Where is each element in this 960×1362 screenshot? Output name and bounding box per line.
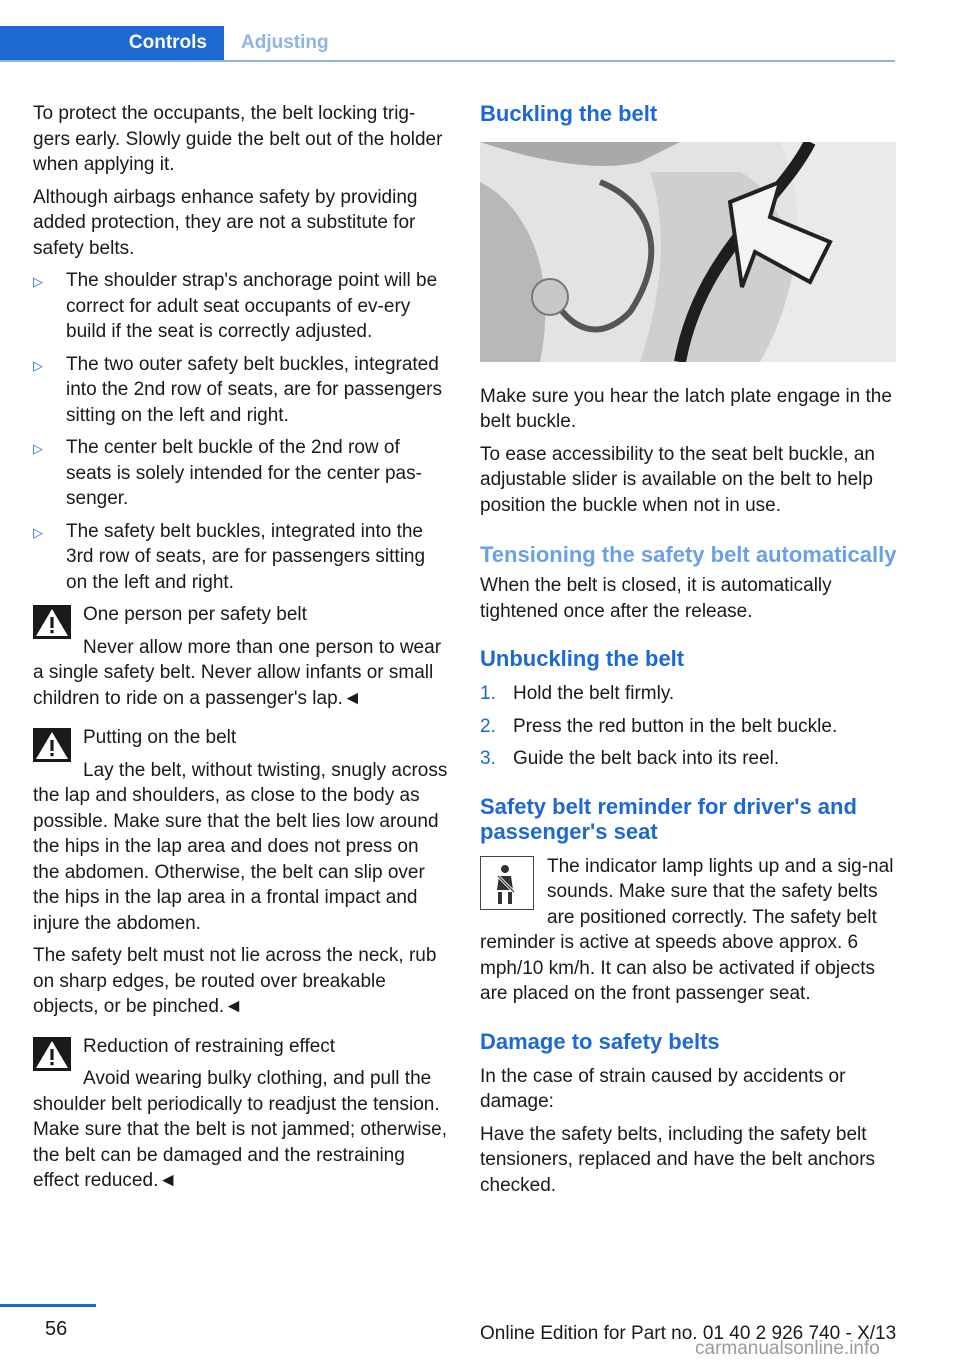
warning-triangle-icon <box>33 605 71 639</box>
list-item-text: The two outer safety belt buckles, integrated into the 2nd row of seats, are for passengers sitting on the left and right. <box>66 353 442 426</box>
warning-block <box>33 602 449 711</box>
warning-title: Reduction of restraining effect <box>83 1035 336 1057</box>
warning-triangle-icon <box>33 1037 71 1071</box>
step-number: 1. <box>480 683 496 704</box>
seatbelt-indicator-icon <box>480 856 534 910</box>
steps-list <box>480 681 900 772</box>
reminder-block <box>480 854 900 1007</box>
list-item <box>33 268 449 345</box>
intro-paragraph: Although airbags enhance safety by providing added protection, they are not a substitute for safety belts. <box>33 186 418 259</box>
page-number: 56 <box>45 1318 68 1340</box>
step-number: 3. <box>480 748 496 769</box>
list-item <box>480 746 900 772</box>
subsection-heading-tensioning: Tensioning the safety belt automatically <box>480 542 897 567</box>
list-item <box>33 435 449 512</box>
paragraph: When the belt is closed, it is automatically tightened once after the release. <box>480 575 832 622</box>
header-tabs <box>0 26 895 62</box>
section-heading-damage: Damage to safety belts <box>480 1028 720 1054</box>
paragraph: In the case of strain caused by accidents or damage: <box>480 1065 846 1112</box>
step-text: Press the red button in the belt buckle. <box>513 715 838 737</box>
section-heading-reminder: Safety belt reminder for driver's and passenger's seat <box>480 793 857 844</box>
seat-belt-buckle-photo <box>480 142 896 362</box>
tab-controls[interactable]: Controls <box>0 26 224 60</box>
list-item <box>480 714 900 740</box>
bullet-list <box>33 268 449 595</box>
list-item <box>480 681 900 707</box>
warning-title: One person per safety belt <box>83 604 307 625</box>
left-column <box>33 101 449 1208</box>
list-item-text: The safety belt buckles, integrated into the 3rd row of seats, are for passengers sitting on the left and right. <box>66 520 426 593</box>
footer-accent-line <box>0 1304 96 1307</box>
intro-paragraph: To protect the occupants, the belt locking trig‐gers early. Slowly guide the belt out of the holder when applying it. <box>33 103 443 175</box>
paragraph: To ease accessibility to the seat belt buckle, an adjustable slider is available on the belt to help position the buckle when not in use. <box>480 443 876 516</box>
step-text: Hold the belt firmly. <box>513 683 675 704</box>
section-heading-buckling: Buckling the belt <box>480 101 658 126</box>
list-item <box>33 519 449 596</box>
step-text: Guide the belt back into its reel. <box>513 748 780 769</box>
paragraph: Make sure you hear the latch plate engage in the belt buckle. <box>480 385 892 432</box>
warning-block <box>33 1034 449 1194</box>
section-heading-unbuckling: Unbuckling the belt <box>480 646 685 671</box>
warning-block <box>33 725 449 1020</box>
triangle-bullet-icon: ▷ <box>33 524 43 540</box>
list-item <box>33 352 449 429</box>
warning-text: Lay the belt, without twisting, snugly across the lap and shoulders, as close to the body as possible. Make sure that the belt lies low around the hips in the lap area and does not press on the abdomen. Otherwise, the belt can slip over the hips in the lap area in a frontal impact and injure the abdomen. <box>33 759 448 934</box>
list-item-text: The center belt buckle of the 2nd row of seats is solely intended for the center pas‐senger. <box>66 437 422 509</box>
warning-text: Never allow more than one person to wear a single safety belt. Never allow infants or small children to ride on a passenger's lap.◄ <box>33 636 442 709</box>
edition-note: Online Edition for Part no. 01 40 2 926 740 - X/13 <box>480 1323 897 1344</box>
warning-text: The safety belt must not lie across the neck, rub on sharp edges, be routed over breakable objects, or be pinched.◄ <box>33 945 437 1017</box>
watermark: carmanualsonline.info <box>695 1338 880 1359</box>
tab-adjusting[interactable]: Adjusting <box>241 32 329 53</box>
warning-triangle-icon <box>33 728 71 762</box>
header-divider <box>0 60 895 62</box>
triangle-bullet-icon: ▷ <box>33 441 43 456</box>
step-number: 2. <box>480 715 496 737</box>
list-item-text: The shoulder strap's anchorage point will be correct for adult seat occupants of ev‐ery build if the seat is correctly adjusted. <box>66 270 438 342</box>
triangle-bullet-icon: ▷ <box>33 274 43 289</box>
warning-title: Putting on the belt <box>83 727 237 748</box>
paragraph: Have the safety belts, including the safety belt tensioners, replaced and have the belt anchors checked. <box>480 1123 876 1196</box>
right-column <box>480 101 900 1205</box>
warning-text: Avoid wearing bulky clothing, and pull the shoulder belt periodically to readjust the tension. Make sure that the belt is not jammed; otherwise, the belt can be damaged and the restraining effect reduced.◄ <box>33 1068 447 1191</box>
paragraph: The indicator lamp lights up and a sig‐nal sounds. Make sure that the safety belts are positioned correctly. The safety belt reminder is active at speeds above approx. 6 mph/10 km/h. It can also be activated if objects are placed on the front passenger seat. <box>480 855 894 1004</box>
triangle-bullet-icon: ▷ <box>33 357 43 373</box>
